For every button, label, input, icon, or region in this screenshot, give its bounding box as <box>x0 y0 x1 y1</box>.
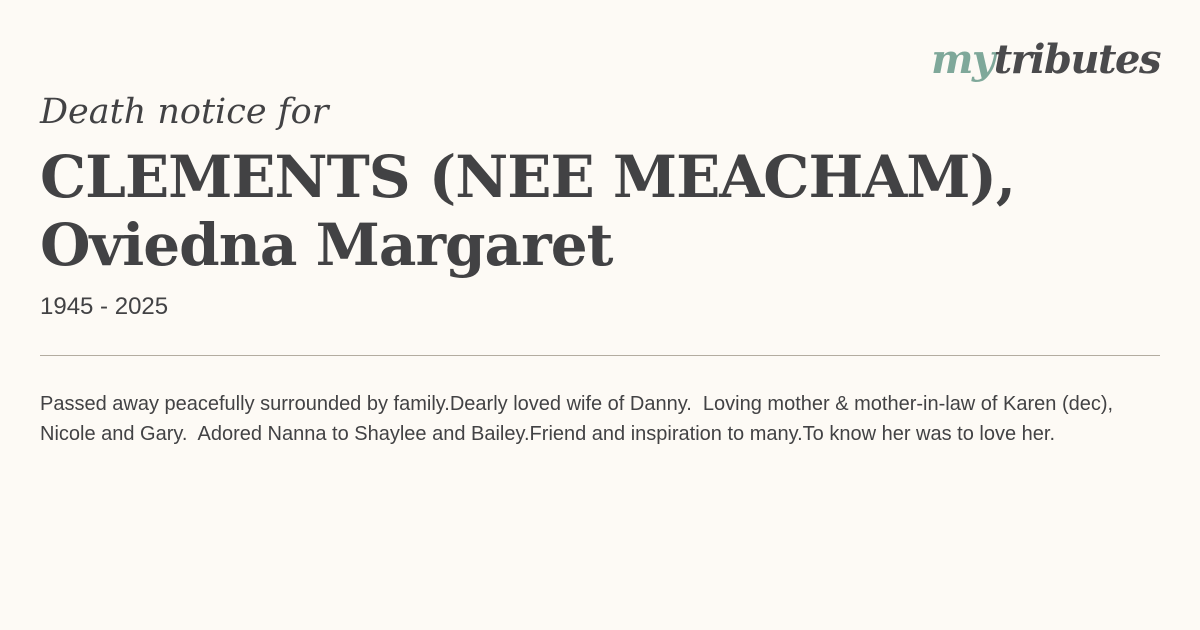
notice-text: Passed away peacefully surrounded by family.Dearly loved wife of Danny. Loving mother & mother-in-law of Karen (dec), Nicole and Gary. Adored Nanna to Shaylee and Bailey.Friend and inspiration to many.To know her was to love her. <box>40 393 1119 445</box>
deceased-surname: CLEMENTS (NEE MEACHAM), <box>40 143 1016 211</box>
section-divider <box>40 355 1160 356</box>
logo-tributes-text: tributes <box>993 36 1160 83</box>
logo-my-text: my <box>931 36 994 83</box>
life-years: 1945 - 2025 <box>40 293 169 320</box>
mytributes-logo[interactable] <box>931 36 1160 84</box>
notice-type-label: Death notice for <box>40 92 329 132</box>
deceased-name <box>40 143 1140 279</box>
deceased-given-names: Oviedna Margaret <box>40 211 613 279</box>
